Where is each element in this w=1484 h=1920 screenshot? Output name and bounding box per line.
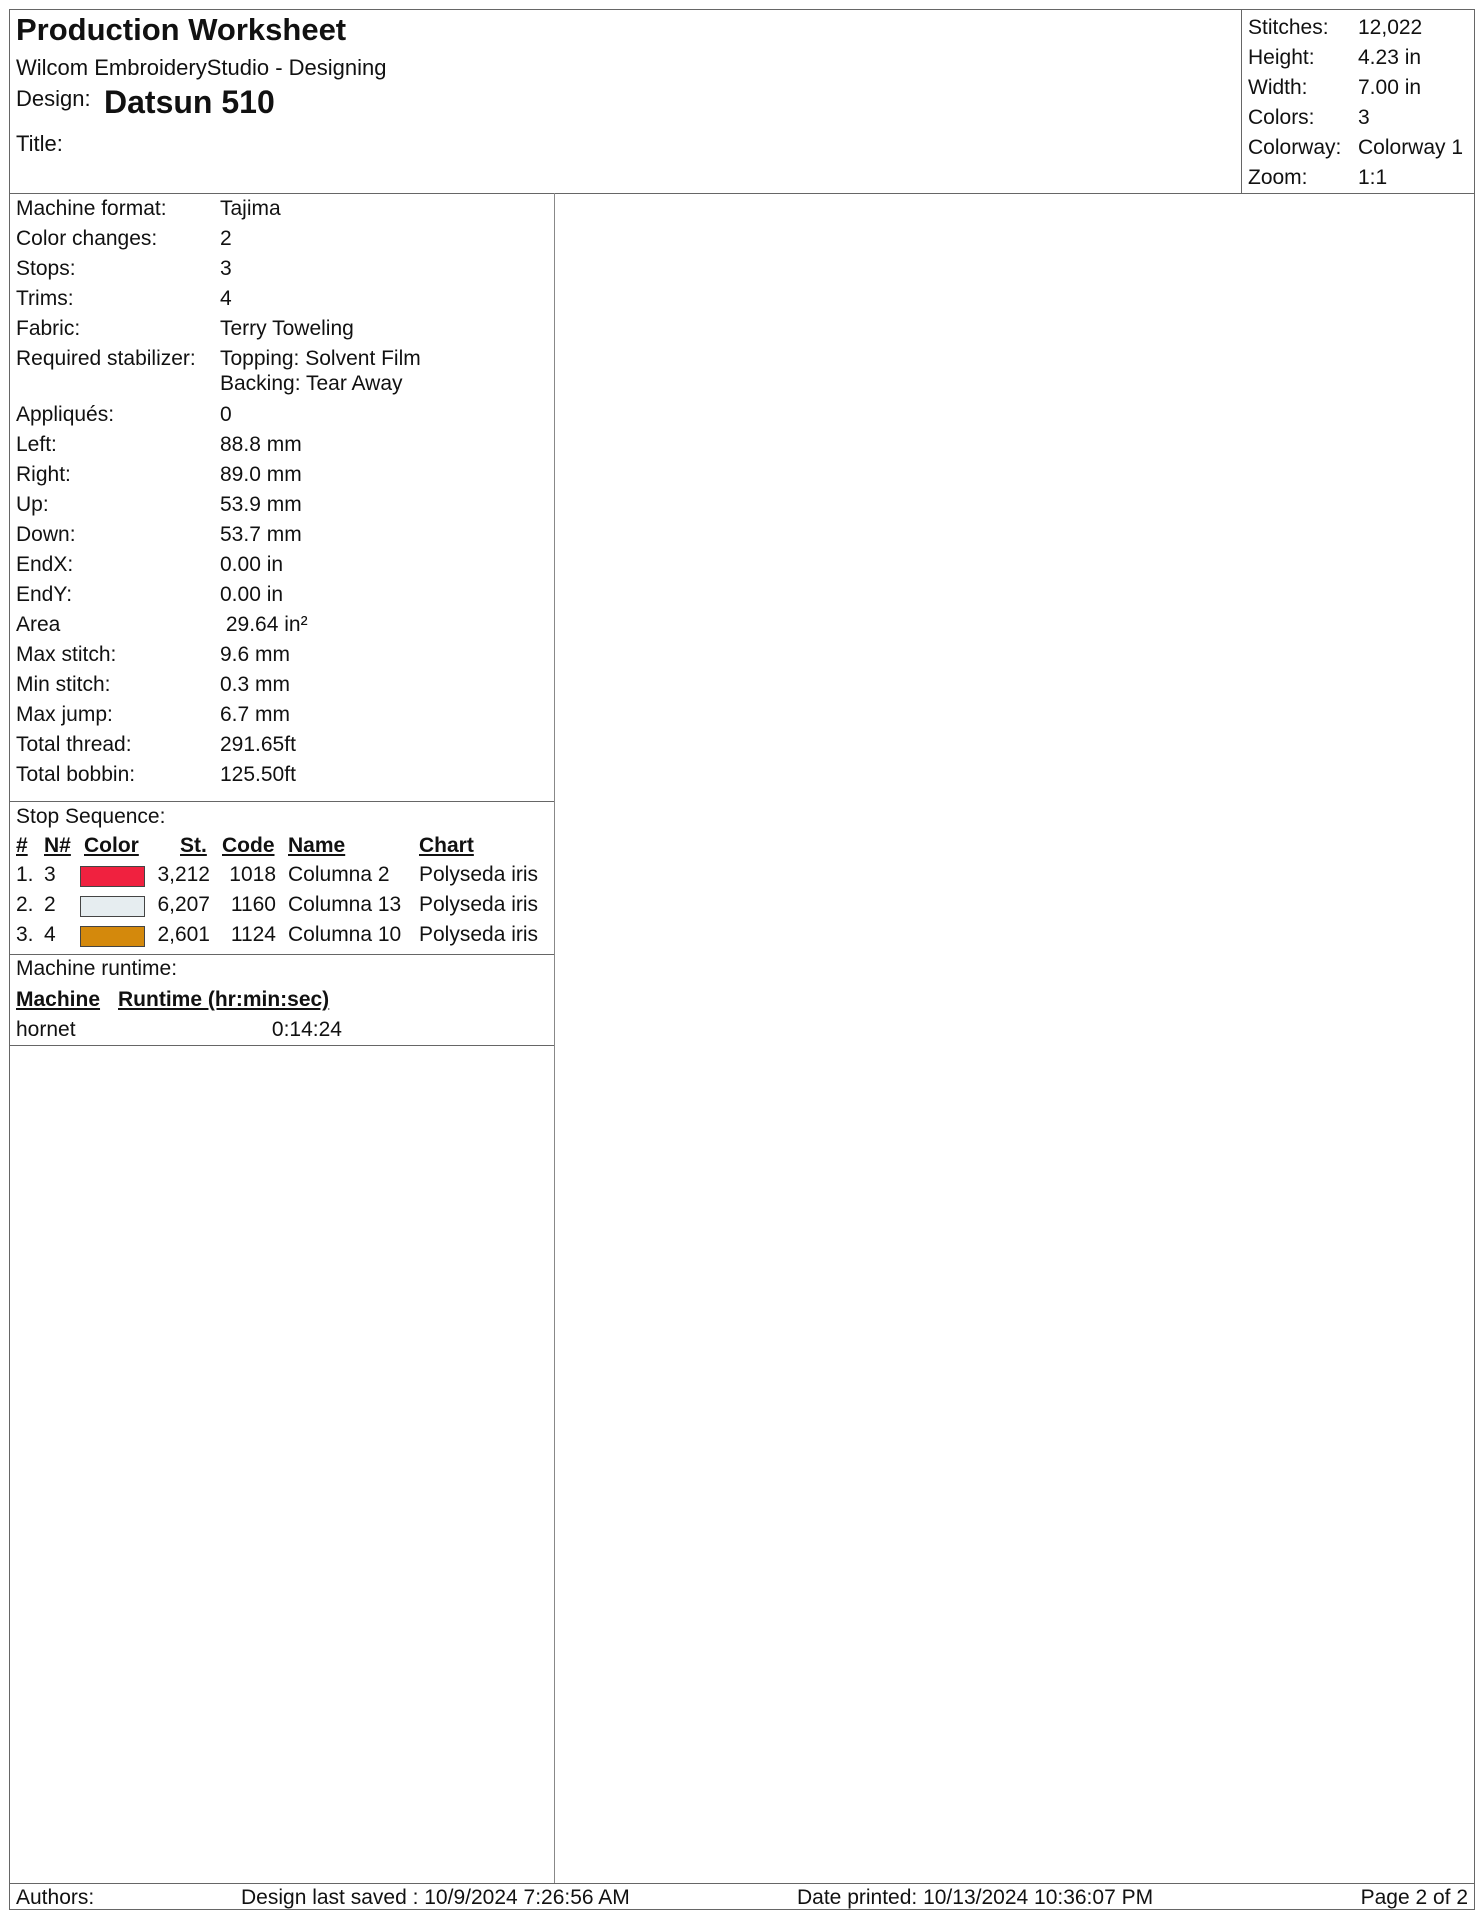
stop-chart: Polyseda iris: [419, 923, 539, 946]
column-header-runtime: Runtime (hr:min:sec): [118, 988, 330, 1011]
column-header-color: Color: [84, 834, 139, 857]
property-label: Color changes:: [16, 227, 158, 250]
summary-label: Width:: [1248, 76, 1308, 99]
design-properties: [10, 193, 554, 802]
property-value: 0.00 in: [220, 553, 284, 576]
stop-chart: Polyseda iris: [419, 893, 539, 916]
property-value: 6.7 mm: [220, 703, 291, 726]
column-header-name: Name: [288, 834, 346, 857]
summary-label: Colors:: [1248, 106, 1315, 129]
property-label: Max stitch:: [16, 643, 117, 666]
summary-colors: [1242, 106, 1475, 136]
property-label: EndY:: [16, 583, 73, 606]
stop-needle: 2: [44, 893, 56, 916]
property-label: EndX:: [16, 553, 74, 576]
footer-last-saved: Design last saved : 10/9/2024 7:26:56 AM: [241, 1886, 630, 1909]
stop-code: 1160: [230, 893, 276, 916]
property-value: 0.00 in: [220, 583, 284, 606]
column-header-stitches: St.: [180, 834, 207, 857]
property-value: 29.64 in²: [220, 613, 308, 636]
property-value: 9.6 mm: [220, 643, 291, 666]
app-name: Wilcom EmbroideryStudio - Designing: [16, 55, 387, 80]
stop-name: Columna 10: [288, 923, 402, 946]
column-header-machine: Machine: [16, 988, 101, 1011]
property-label: Stops:: [16, 257, 76, 280]
design-label: Design:: [16, 86, 91, 111]
property-value: Topping: Solvent Film: [220, 347, 421, 370]
column-header-needle: N#: [44, 834, 71, 857]
stop-number: 1.: [16, 863, 34, 886]
property-value: 125.50ft: [220, 763, 296, 786]
summary-value: 1:1: [1358, 166, 1388, 189]
page-title: Production Worksheet: [16, 12, 347, 47]
worksheet-page: [9, 9, 1475, 1910]
summary-label: Stitches:: [1248, 16, 1329, 39]
details-column: [10, 193, 555, 1883]
property-value: 3: [220, 257, 232, 280]
stop-stitches: 3,212: [157, 863, 210, 886]
stop-name: Columna 2: [288, 863, 390, 886]
stop-needle: 3: [44, 863, 56, 886]
worksheet-header: [10, 10, 1474, 194]
machine-runtime-title: Machine runtime:: [16, 957, 178, 980]
property-label: Min stitch:: [16, 673, 111, 696]
property-value: Tajima: [220, 197, 281, 220]
summary-label: Zoom:: [1248, 166, 1308, 189]
summary-value: 7.00 in: [1358, 76, 1422, 99]
summary-value: 12,022: [1358, 16, 1423, 39]
property-label: Area: [16, 613, 61, 636]
stop-number: 3.: [16, 923, 34, 946]
property-label: Trims:: [16, 287, 74, 310]
footer-authors: Authors:: [16, 1886, 95, 1909]
property-label: Max jump:: [16, 703, 113, 726]
stop-chart: Polyseda iris: [419, 863, 539, 886]
color-swatch: [80, 926, 145, 947]
stop-number: 2.: [16, 893, 34, 916]
property-value: 0: [220, 403, 232, 426]
design-name: Datsun 510: [104, 84, 275, 120]
title-label: Title:: [16, 131, 63, 156]
property-value: 88.8 mm: [220, 433, 302, 456]
property-label: Appliqués:: [16, 403, 115, 426]
summary-width: [1242, 76, 1475, 106]
property-value: 53.7 mm: [220, 523, 302, 546]
property-value: 89.0 mm: [220, 463, 302, 486]
design-summary: [1241, 10, 1475, 193]
stop-code: 1124: [230, 923, 276, 946]
property-label: Machine format:: [16, 197, 167, 220]
column-header-number: #: [16, 834, 28, 857]
stop-name: Columna 13: [288, 893, 402, 916]
column-header-code: Code: [222, 834, 275, 857]
machine-name: hornet: [16, 1018, 76, 1041]
stop-code: 1018: [229, 863, 276, 886]
table-row: [10, 863, 554, 893]
stop-sequence-title: Stop Sequence:: [16, 805, 166, 828]
design-preview-area: [555, 193, 1474, 1883]
summary-stitches: [1242, 16, 1475, 46]
color-swatch: [80, 866, 145, 887]
summary-label: Height:: [1248, 46, 1315, 69]
summary-value: 3: [1358, 106, 1370, 129]
property-label: Down:: [16, 523, 76, 546]
property-label: Total bobbin:: [16, 763, 136, 786]
stop-needle: 4: [44, 923, 56, 946]
property-label: Left:: [16, 433, 57, 456]
property-label: Total thread:: [16, 733, 132, 756]
property-value: 4: [220, 287, 232, 310]
stop-stitches: 2,601: [157, 923, 210, 946]
summary-colorway: [1242, 136, 1475, 166]
table-row: [10, 893, 554, 923]
property-label: Required stabilizer:: [16, 347, 196, 370]
summary-value: Colorway 1: [1358, 136, 1464, 159]
worksheet-footer: [10, 1883, 1474, 1910]
machine-runtime-value: 0:14:24: [271, 1018, 342, 1041]
property-label: Up:: [16, 493, 49, 516]
summary-label: Colorway:: [1248, 136, 1342, 159]
footer-page-number: Page 2 of 2: [1360, 1886, 1468, 1909]
property-value: 2: [220, 227, 232, 250]
color-swatch: [80, 896, 145, 917]
machine-runtime-table: [10, 954, 554, 1046]
property-value: 53.9 mm: [220, 493, 302, 516]
property-value: 291.65ft: [220, 733, 296, 756]
property-value: Terry Toweling: [220, 317, 354, 340]
table-row: [10, 923, 554, 953]
summary-value: 4.23 in: [1358, 46, 1422, 69]
column-header-chart: Chart: [419, 834, 474, 857]
footer-date-printed: Date printed: 10/13/2024 10:36:07 PM: [797, 1886, 1154, 1909]
property-label: Fabric:: [16, 317, 81, 340]
stop-sequence-table: [10, 801, 554, 955]
stop-stitches: 6,207: [157, 893, 210, 916]
summary-height: [1242, 46, 1475, 76]
property-value: 0.3 mm: [220, 673, 291, 696]
summary-zoom: [1242, 166, 1475, 196]
property-label: Right:: [16, 463, 71, 486]
property-value: Backing: Tear Away: [220, 372, 403, 395]
